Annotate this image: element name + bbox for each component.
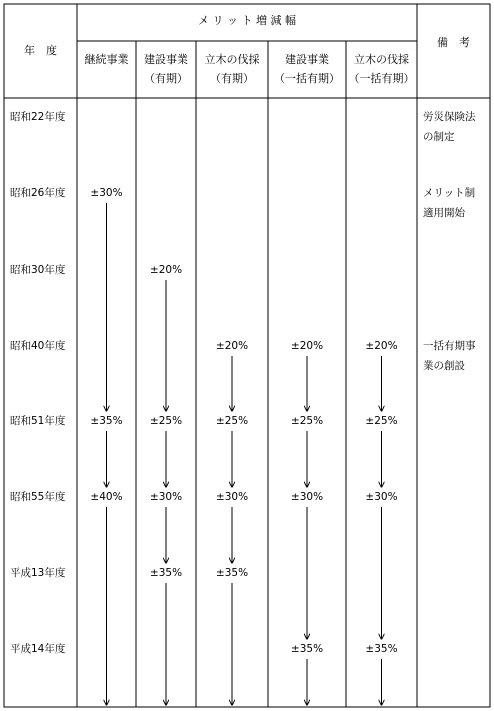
merit-value: ±35%: [90, 415, 123, 427]
year-cell: 昭和26年度: [10, 187, 66, 199]
year-cell: 昭和22年度: [10, 111, 66, 123]
merit-value: ±25%: [365, 415, 398, 427]
merit-value: ±35%: [365, 643, 398, 655]
year-cell: 昭和40年度: [10, 340, 66, 352]
merit-value: ±25%: [290, 415, 324, 427]
notes-cell: 一括有期事: [423, 340, 476, 352]
merit-value: ±35%: [215, 567, 249, 579]
merit-range-header: メ リ ッ ト 増 減 幅: [198, 14, 296, 27]
column-header-2: （有期）: [144, 72, 188, 85]
notes-header: 備 考: [437, 36, 470, 49]
merit-value: ±20%: [215, 340, 249, 352]
merit-value: ±30%: [215, 491, 249, 503]
notes-cell: メリット制: [423, 187, 476, 199]
year-header: 年 度: [24, 44, 57, 57]
column-header-3: 立木の伐採: [204, 53, 260, 66]
table-grid: [4, 4, 490, 707]
column-header-5: 立木の伐採: [354, 53, 409, 66]
merit-value: ±35%: [290, 643, 324, 655]
column-header-1: 継続事業: [84, 53, 129, 66]
year-cell: 昭和30年度: [10, 264, 66, 276]
column-header-4: 建設事業: [285, 53, 329, 66]
merit-value: ±30%: [149, 491, 183, 503]
column-header-5: （一括有期）: [348, 72, 415, 85]
table-body: [10, 110, 476, 655]
continuation-arrows: [107, 203, 382, 705]
merit-value: ±35%: [149, 567, 183, 579]
column-header-3: （有期）: [210, 72, 254, 85]
merit-value: ±20%: [290, 340, 324, 352]
merit-value: ±30%: [290, 491, 324, 503]
notes-cell: の制定: [423, 131, 455, 143]
column-header-2: 建設事業: [144, 53, 188, 66]
notes-cell: 適用開始: [423, 207, 465, 219]
year-cell: 平成14年度: [10, 643, 66, 655]
year-cell: 平成13年度: [10, 567, 66, 579]
merit-value: ±20%: [365, 340, 398, 352]
merit-value: ±40%: [90, 491, 123, 503]
year-cell: 昭和55年度: [10, 491, 66, 503]
column-header-4: （一括有期）: [274, 72, 340, 85]
table-header: [24, 13, 470, 85]
merit-value: ±25%: [149, 415, 183, 427]
merit-value: ±20%: [149, 264, 183, 276]
merit-value: ±25%: [215, 415, 249, 427]
year-cell: 昭和51年度: [10, 415, 66, 427]
merit-value: ±30%: [365, 491, 398, 503]
merit-value: ±30%: [90, 187, 123, 199]
notes-cell: 業の創設: [423, 360, 465, 372]
notes-cell: 労災保険法: [423, 111, 476, 123]
